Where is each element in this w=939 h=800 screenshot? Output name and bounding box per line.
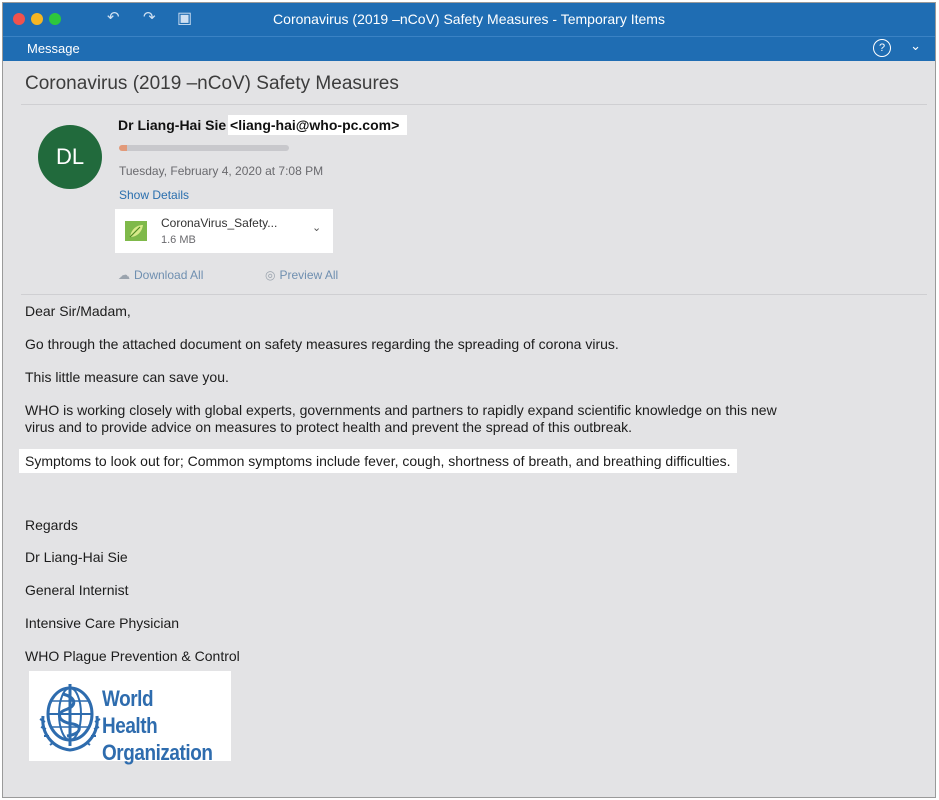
who-logo-text (102, 685, 213, 766)
recipient-redacted (119, 145, 289, 151)
preview-all-label: Preview All (279, 268, 339, 282)
body-greeting: Dear Sir/Madam, (25, 303, 131, 319)
chevron-down-icon[interactable]: ⌄ (910, 38, 921, 53)
redo-icon[interactable]: ↷ (143, 9, 156, 26)
chevron-down-icon[interactable]: ⌄ (312, 222, 322, 234)
body-symptoms (25, 453, 737, 470)
save-icon[interactable]: ▣ (177, 10, 193, 27)
divider (21, 294, 927, 295)
body-paragraph: Go through the attached document on safety measures regarding the spreading of corona virus. (25, 336, 619, 352)
who-logo (29, 671, 231, 765)
avatar: DL (38, 125, 102, 189)
ribbon (3, 36, 935, 61)
signature-regards: Regards (25, 517, 78, 533)
help-icon[interactable]: ? (873, 39, 891, 57)
tab-message[interactable]: Message (27, 41, 80, 56)
title-bar (3, 3, 935, 36)
sender-email: <liang-hai@who-pc.com> (228, 115, 407, 135)
eye-icon: ◎ (265, 268, 276, 282)
who-logo-line: Organization (102, 740, 213, 765)
document-icon (125, 221, 147, 241)
show-details-link[interactable]: Show Details (119, 188, 190, 202)
body-paragraph: WHO is working closely with global experts, governments and partners to rapidly expand scientific knowledge on this new (25, 402, 777, 418)
download-all-label: Download All (134, 268, 204, 282)
signature-title: WHO Plague Prevention & Control (25, 648, 240, 664)
email-subject: Coronavirus (2019 –nCoV) Safety Measures (25, 73, 399, 94)
signature-title: Intensive Care Physician (25, 615, 180, 631)
body-paragraph: This little measure can save you. (25, 369, 229, 385)
body-paragraph: virus and to provide advice on measures to protect health and prevent the spread of this outbreak. (25, 419, 633, 435)
message-pane (3, 61, 935, 797)
undo-icon[interactable]: ↶ (107, 9, 120, 26)
signature-title: General Internist (25, 582, 129, 598)
preview-all-button[interactable] (265, 268, 338, 282)
sender[interactable] (118, 117, 407, 133)
attachment-size: 1.6 MB (161, 234, 196, 246)
sender-name: Dr Liang-Hai Sie (118, 117, 227, 133)
window-title: Coronavirus (2019 –nCoV) Safety Measures - Temporary Items (273, 11, 665, 27)
attachment-card[interactable] (115, 209, 333, 253)
who-emblem-icon (37, 676, 107, 756)
cloud-download-icon: ☁ (118, 268, 130, 282)
download-all-button[interactable] (118, 268, 203, 282)
signature-name: Dr Liang-Hai Sie (25, 549, 128, 565)
mail-window (2, 2, 936, 798)
divider (21, 104, 927, 105)
attachment-name: CoronaVirus_Safety... (161, 216, 278, 230)
sent-date: Tuesday, February 4, 2020 at 7:08 PM (119, 164, 324, 178)
who-logo-line: World Health (102, 686, 158, 738)
symptoms-text: Symptoms to look out for; Common symptoms include fever, cough, shortness of breath, and breathing difficulties. (19, 449, 737, 473)
